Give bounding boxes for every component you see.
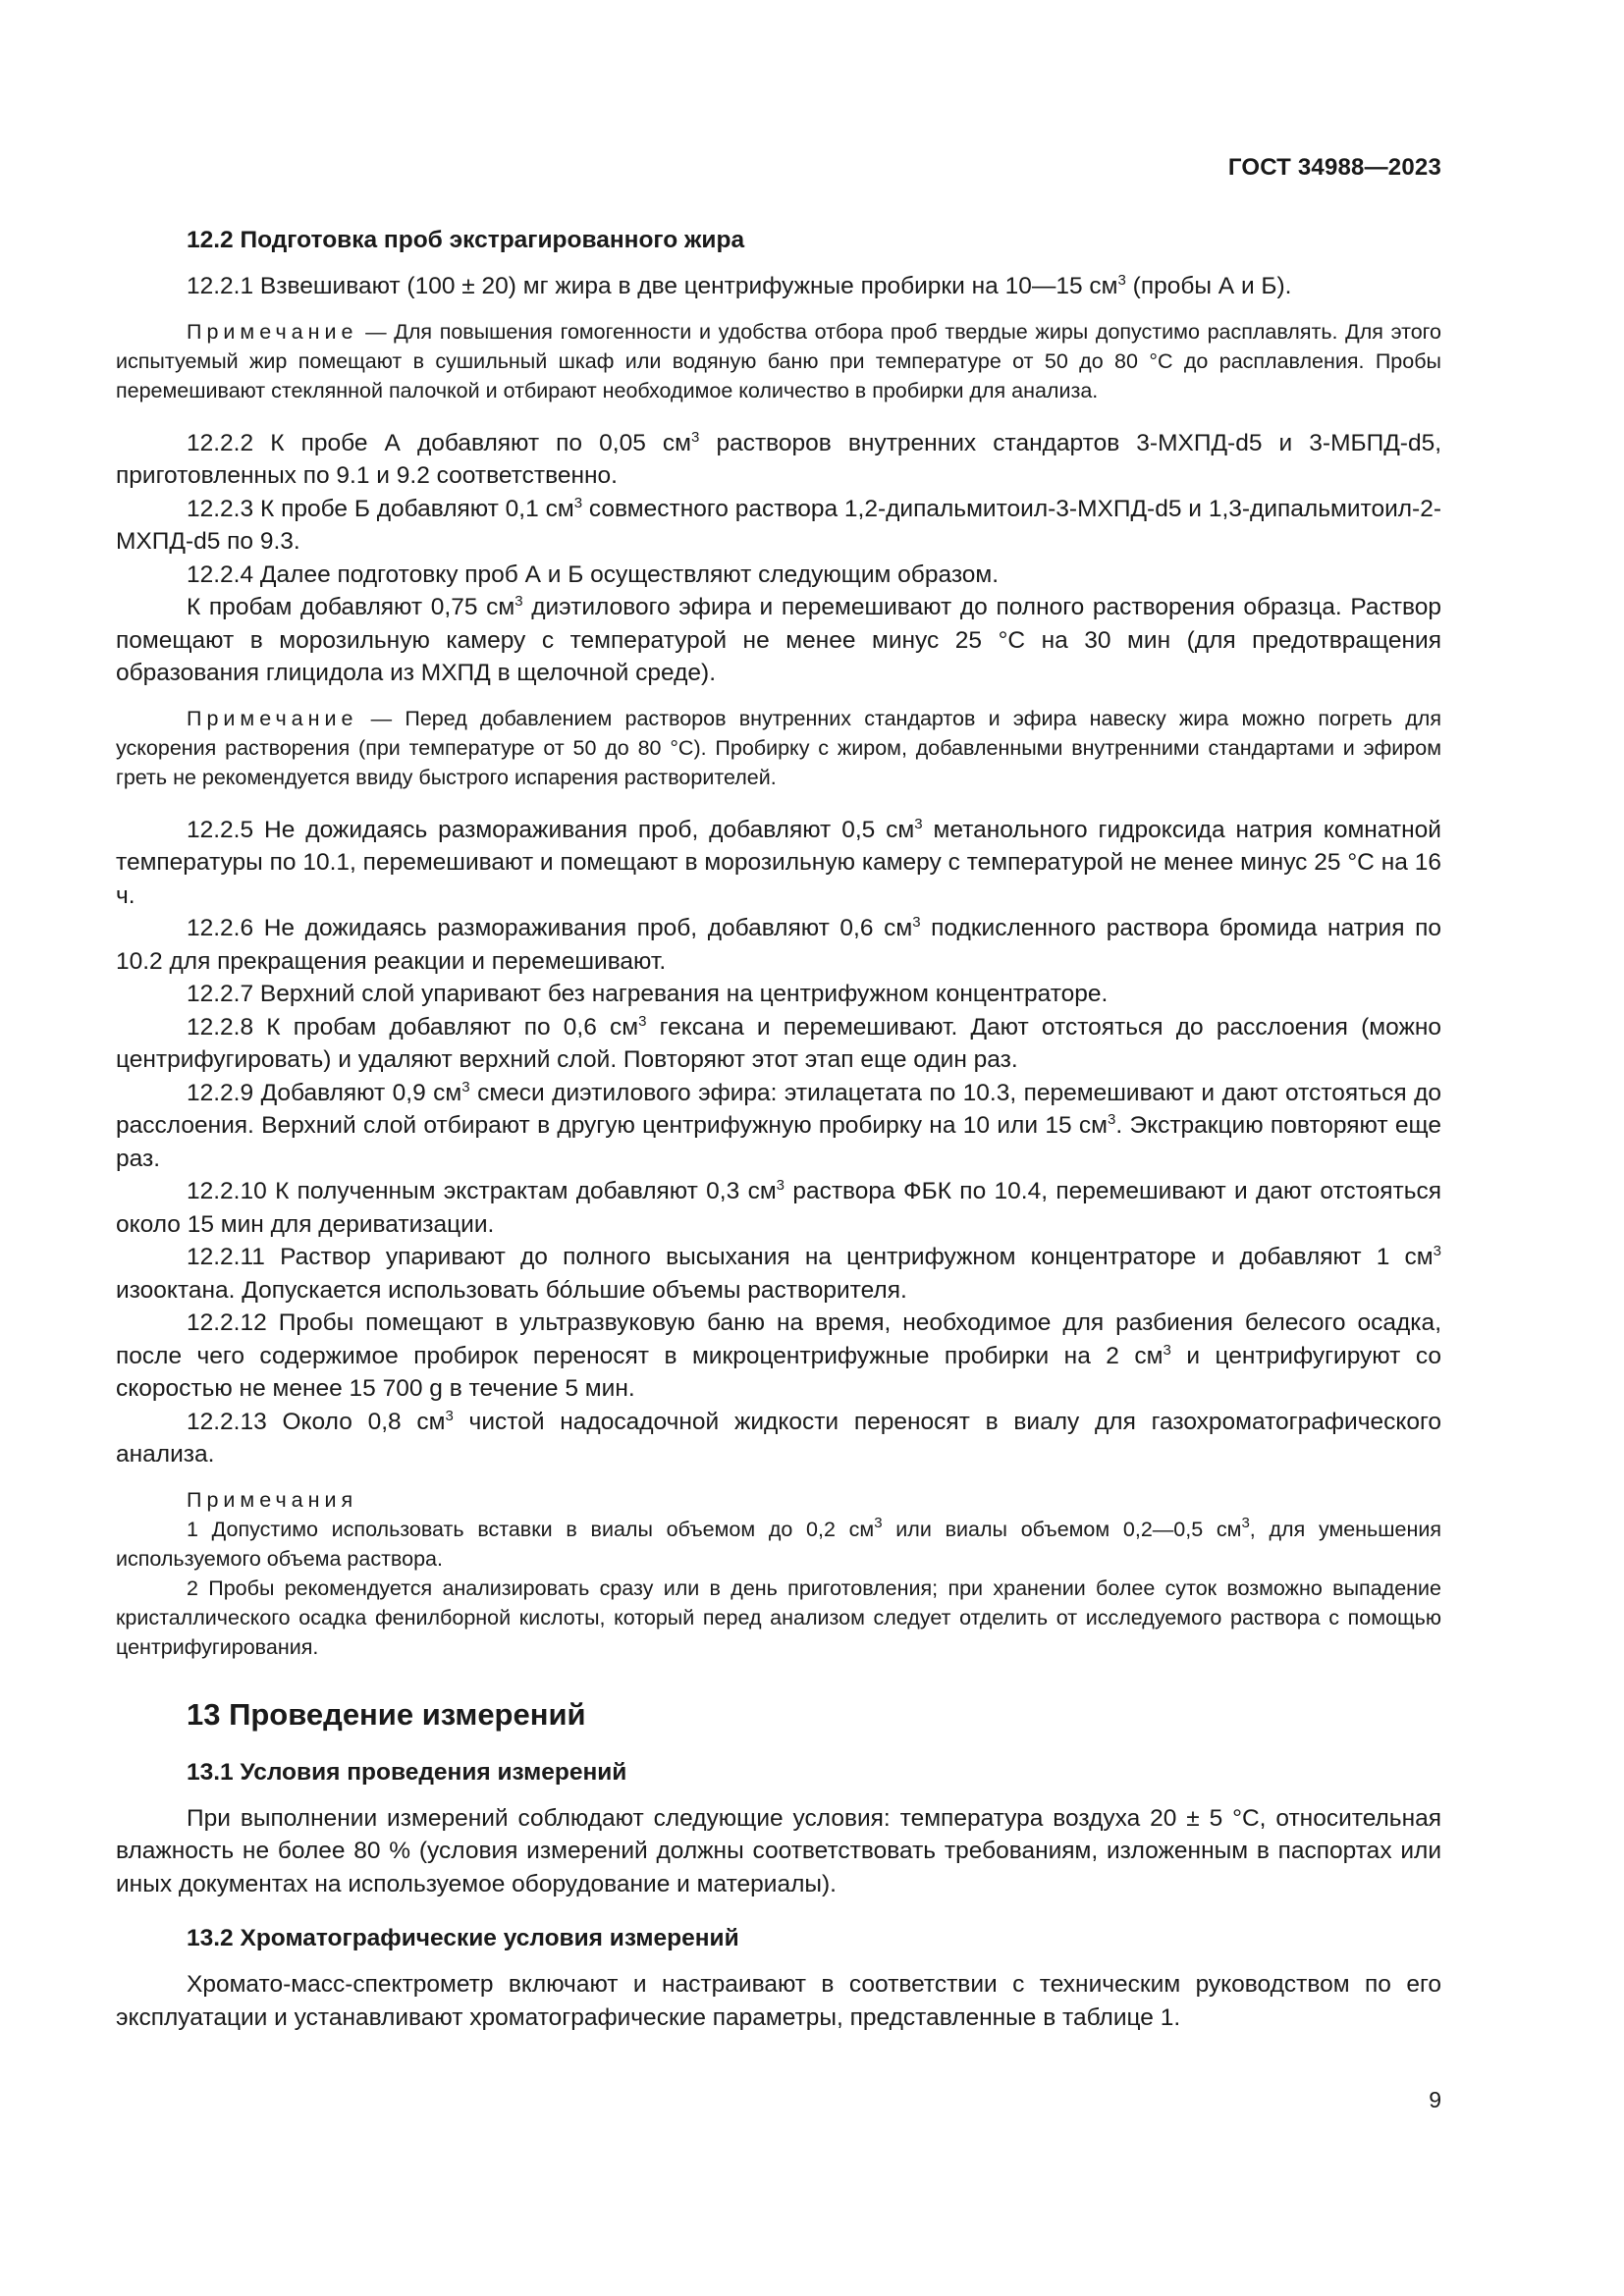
paragraph-13-2: Хромато-масс-спектрометр включают и настраивают в соответствии с техническим руководством по его эксплуатации и устанавливают хроматографические параметры, представленные в таблице 1. xyxy=(116,1971,1441,2031)
paragraph-12-2-4: 12.2.4 Далее подготовку проб А и Б осуществляют следующим образом. xyxy=(187,561,1000,588)
section-12-2-title: 12.2 Подготовка проб экстрагированного жира xyxy=(187,227,745,253)
paragraph-12-2-6: 12.2.6 Не дожидаясь размораживания проб, добавляют 0,6 $см^3$ подкисленного раствора бромида натрия по 10.2 для прекращения реакции и перемешивают. xyxy=(116,914,1441,975)
notes-label: Примечания xyxy=(187,1487,358,1512)
paragraph-12-2-3: 12.2.3 К пробе Б добавляют 0,1 $см^3$ совместного раствора 1,2-дипальмитоил-3-МХПД-d5 и 1,3-дипальмитоил-2-МХПД-d5 по 9.3. xyxy=(116,494,1442,555)
note-2: Примечание — Перед добавлением растворов внутренних стандартов и эфира навеску жира можно погреть для ускорения растворения (при температуре от 50 до 80 °С). Пробирку с жиром, добавленными внутренними стандартами и эфиром греть не рекомендуется ввиду быстрого испарения растворителей. xyxy=(116,706,1441,789)
note-2-label: Примечание xyxy=(187,706,358,730)
document-code: ГОСТ 34988—2023 xyxy=(1227,154,1441,181)
note-1-label: Примечание xyxy=(187,319,358,344)
paragraph-12-2-1: 12.2.1 Взвешивают (100 ± 20) мг жира в две центрифужные пробирки на 10—15 $см^3$ (пробы А и Б). xyxy=(187,272,1292,299)
page-number: 9 xyxy=(1429,2087,1441,2112)
paragraph-13-1: При выполнении измерений соблюдают следующие условия: температура воздуха 20 ± 5 °С, относительная влажность не более 80 % (условия измерений должны соответствовать требованиям, изложенным в паспортах или иных документах на используемое оборудование и материалы). xyxy=(116,1804,1441,1897)
section-13-2-title: 13.2 Хроматографические условия измерений xyxy=(187,1925,739,1951)
paragraph-12-2-4-continued: К пробам добавляют 0,75 $см^3$ диэтилового эфира и перемешивают до полного растворения образца. Раствор помещают в морозильную камеру с температурой не менее минус 25 °С на 30 мин (для предотвращения образования глицидола из МХПД в щелочной среде). xyxy=(116,593,1442,686)
notes-item-2: 2 Пробы рекомендуется анализировать сразу или в день приготовления; при хранении более суток возможно выпадение кристаллического осадка фенилборной кислоты, который перед анализом следует отделить от исследуемого раствора с помощью центрифугирования. xyxy=(116,1575,1441,1659)
paragraph-12-2-5: 12.2.5 Не дожидаясь размораживания проб, добавляют 0,5 $см^3$ метанольного гидроксида натрия комнатной температуры по 10.1, перемешивают и помещают в морозильную камеру с температурой не менее минус 25 °С на 16 ч. xyxy=(116,815,1441,909)
paragraph-12-2-13: 12.2.13 Около 0,8 $см^3$ чистой надосадочной жидкости переносят в виалу для газохроматографического анализа. xyxy=(116,1407,1441,1468)
paragraph-12-2-7: 12.2.7 Верхний слой упаривают без нагревания на центрифужном концентраторе. xyxy=(187,981,1109,1007)
paragraph-12-2-10: 12.2.10 К полученным экстрактам добавляют 0,3 $см^3$ раствора ФБК по 10.4, перемешивают и дают отстояться около 15 мин для дериватизации. xyxy=(116,1177,1441,1238)
paragraph-12-2-11: 12.2.11 Раствор упаривают до полного высыхания на центрифужном концентраторе и добавляют 1 $см^3$ изооктана. Допускается использовать бóльшие объемы растворителя. xyxy=(116,1243,1441,1304)
paragraph-12-2-9: 12.2.9 Добавляют 0,9 $см^3$ смеси диэтилового эфира: этилацетата по 10.3, перемешивают и дают отстояться до расслоения. Верхний слой отбирают в другую центрифужную пробирку на 10 или 15 $см^3$. Экстракцию повторяют еще раз. xyxy=(116,1078,1441,1172)
note-1: Примечание — Для повышения гомогенности и удобства отбора проб твердые жиры допустимо расплавлять. Для этого испытуемый жир помещают в сушильный шкаф или водяную баню при температуре от 50 до 80 °С до расплавления. Пробы перемешивают стеклянной палочкой и отбирают необходимое количество в пробирки для анализа. xyxy=(116,319,1441,402)
paragraph-12-2-12: 12.2.12 Пробы помещают в ультразвуковую баню на время, необходимое для разбиения белесого осадка, после чего содержимое пробирок переносят в микроцентрифужные пробирки на 2 $см^3$ и центрифугируют со скоростью не менее 15 700 g в течение 5 мин. xyxy=(116,1309,1441,1402)
section-13-1-title: 13.1 Условия проведения измерений xyxy=(187,1758,627,1786)
section-13-title: 13 Проведение измерений xyxy=(187,1696,586,1732)
paragraph-12-2-2: 12.2.2 К пробе А добавляют по 0,05 $см^3$ растворов внутренних стандартов 3-МХПД-d5 и 3-МБПД-d5, приготовленных по 9.1 и 9.2 соответственно. xyxy=(116,428,1442,489)
paragraph-12-2-8: 12.2.8 К пробам добавляют по 0,6 $см^3$ гексана и перемешивают. Дают отстояться до расслоения (можно центрифугировать) и удаляют верхний слой. Повторяют этот этап еще один раз. xyxy=(116,1012,1442,1073)
document-body xyxy=(116,224,1441,2034)
notes-item-1: 1 Допустимо использовать вставки в виалы объемом до 0,2 $см^3$ или виалы объемом 0,2—0,5 $см^3$, для уменьшения используемого объема раствора. xyxy=(116,1514,1441,1571)
